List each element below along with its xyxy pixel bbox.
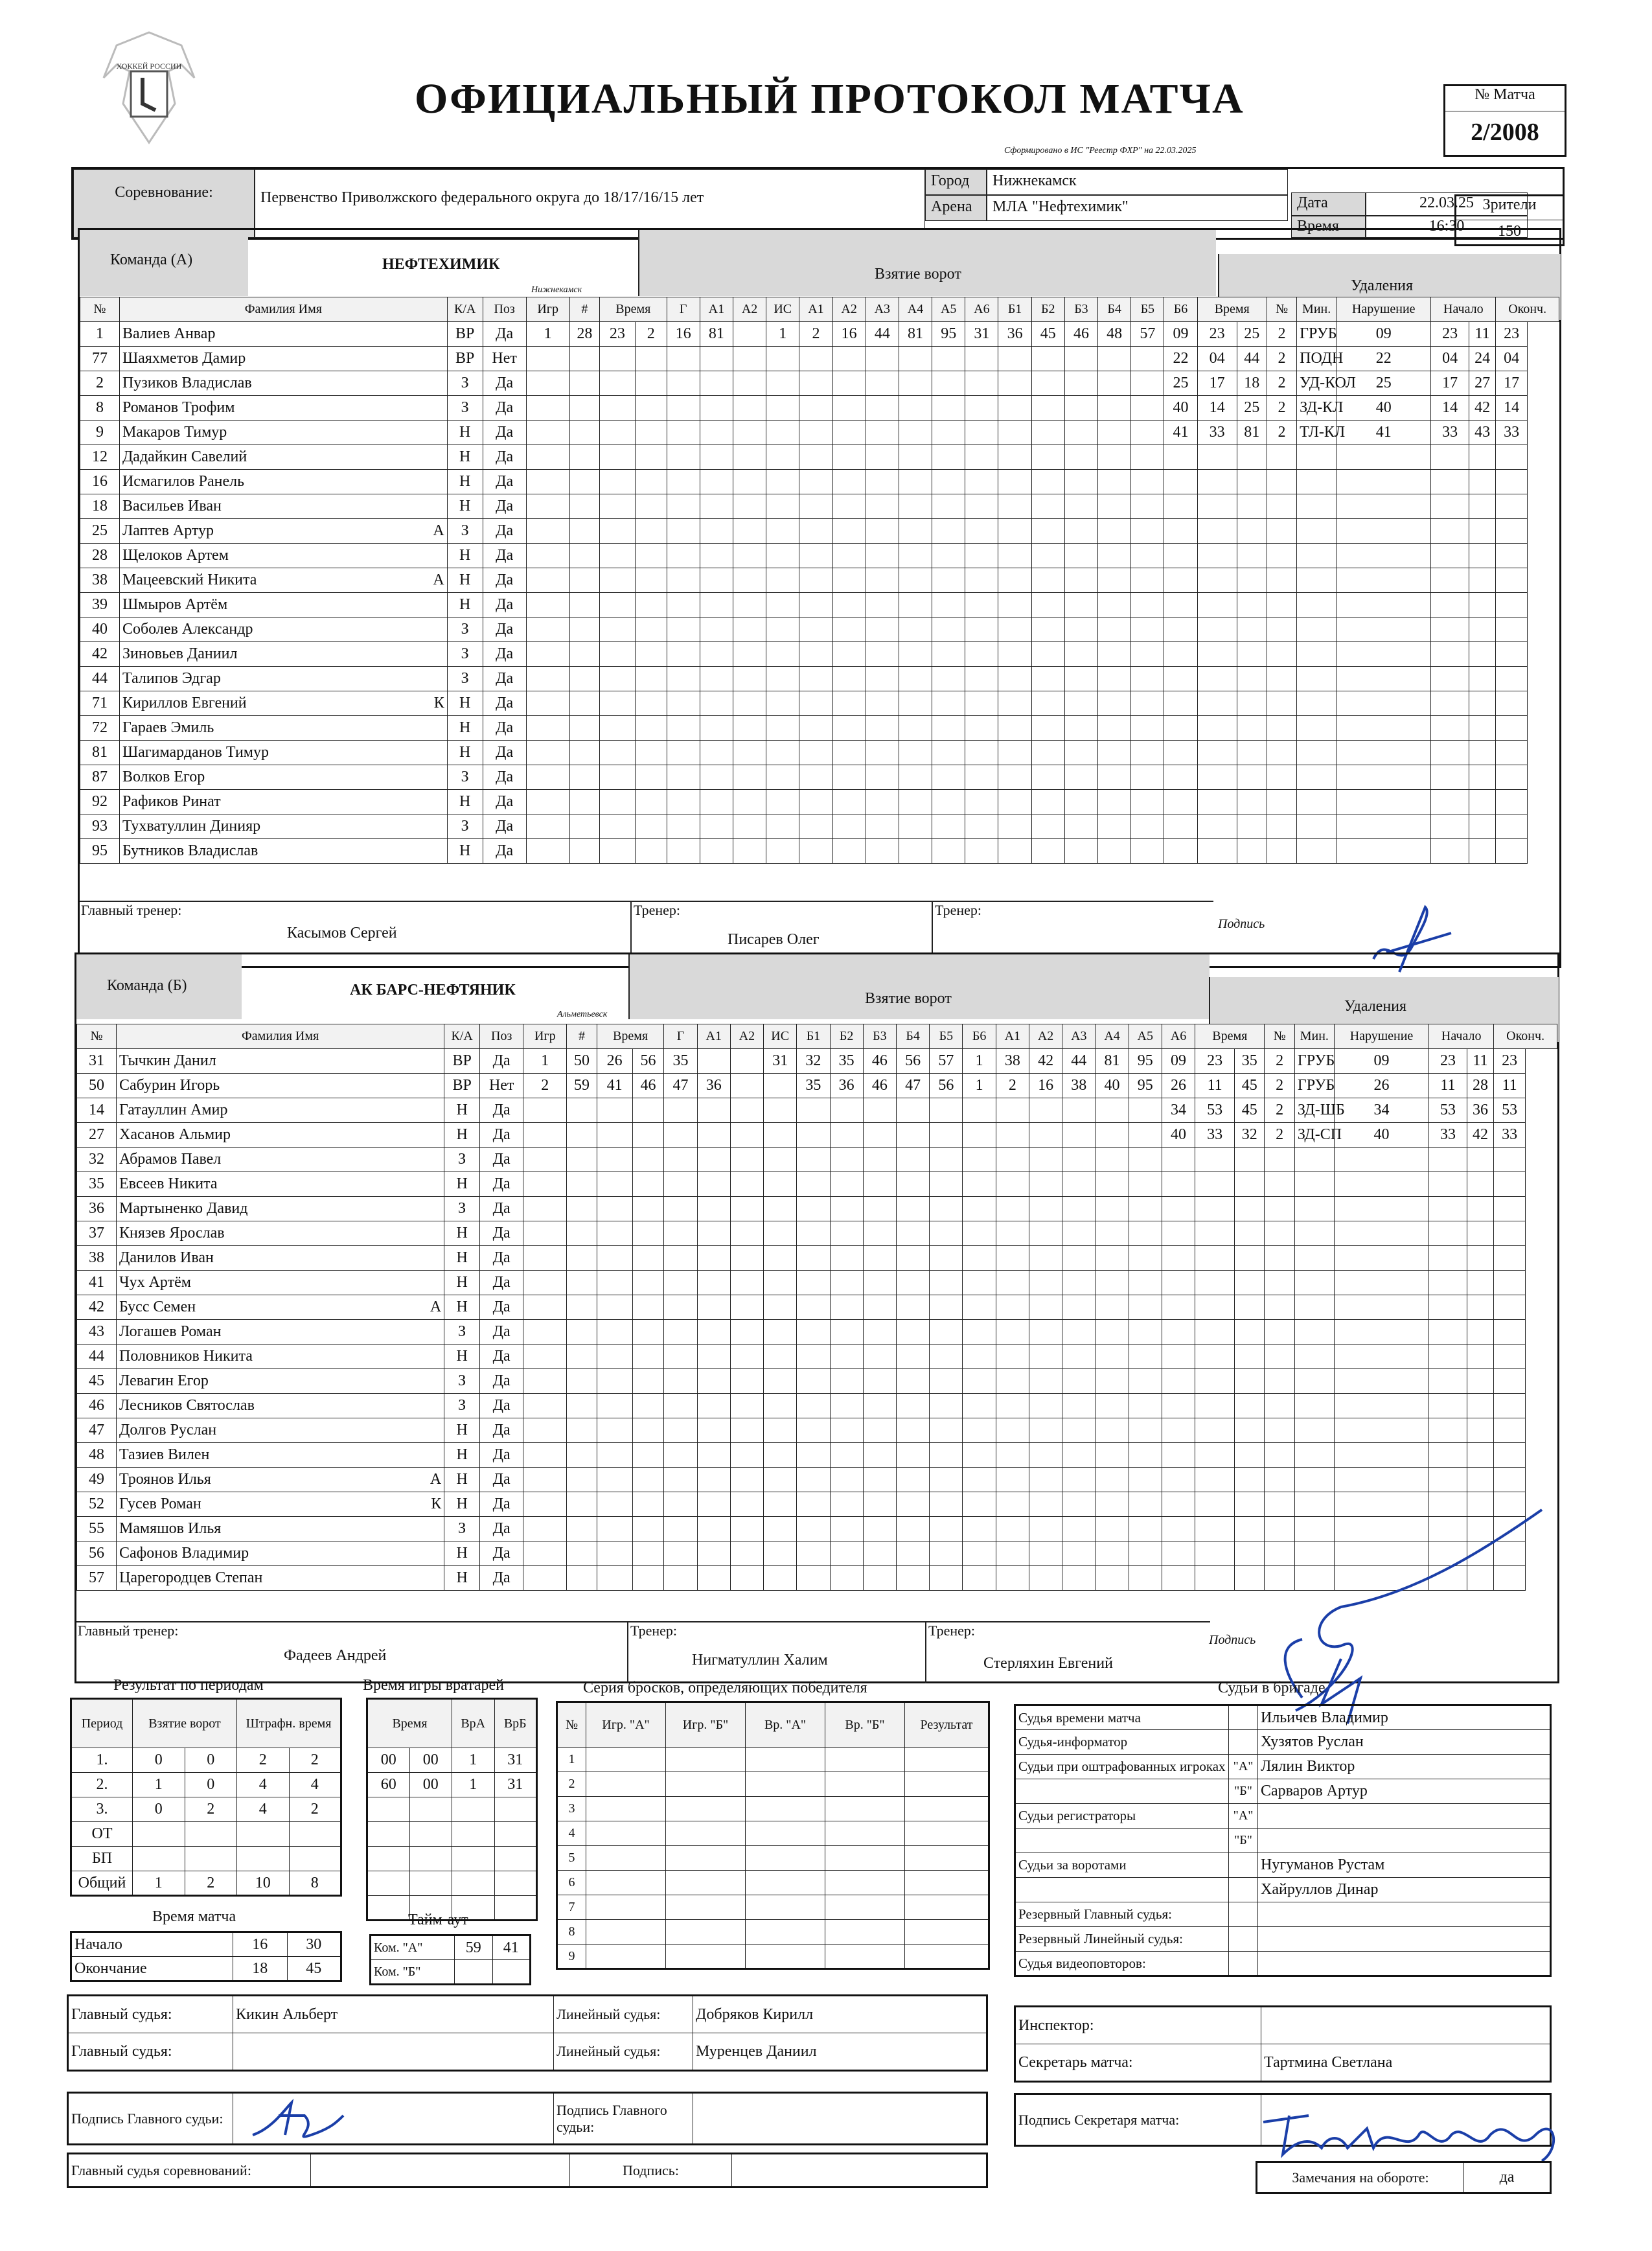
- player-name: Царегородцев Степан: [116, 1566, 444, 1591]
- secretary: Тартмина Светлана: [1261, 2044, 1551, 2082]
- player-name: Чух Артём: [116, 1271, 444, 1295]
- table-row: Общий 1 2 10 8: [71, 1871, 341, 1896]
- player-name: Бусс Семен А: [116, 1295, 444, 1320]
- table-row: 12 Дадайкин Савелий Н Да: [80, 445, 1559, 470]
- match-number: 2/2008: [1471, 119, 1539, 146]
- player-name: Мамяшов Илья: [116, 1517, 444, 1541]
- player-name: Половников Никита: [116, 1345, 444, 1369]
- table-row: 92 Рафиков Ринат Н Да: [80, 790, 1559, 814]
- table-row: 2 Пузиков Владислав З Да 25 17 18 2 УД-КОЛ 25 17 27 17: [80, 371, 1559, 396]
- team-a-head-coach: Касымов Сергей: [287, 925, 397, 941]
- brigade-table: [1014, 1704, 1552, 1977]
- table-header-row: № Фамилия Имя К/А Поз Игр # Время Г А1 А2 ИС Б1 Б2 Б3 Б4 Б5 Б6 А1 А2 А3 А4 А5 А6 Время № Мин. Нарушение Начало Оконч.: [77, 1024, 1557, 1049]
- player-name: Пузиков Владислав: [119, 371, 447, 396]
- chief-referee-table: Главный судья соревнований: Подпись:: [67, 2153, 988, 2188]
- player-name: Долгов Руслан: [116, 1418, 444, 1443]
- svg-text:ХОККЕЙ РОССИИ: ХОККЕЙ РОССИИ: [116, 62, 182, 71]
- team-a-table: [80, 297, 1559, 864]
- date: 22.03.25: [1366, 192, 1528, 216]
- table-row: 45 Левагин Егор З Да: [77, 1369, 1557, 1394]
- table-row: Резервный Главный судья:: [1015, 1902, 1551, 1927]
- team-b-coaches: Главный тренер: Фадеев Андрей Тренер: Нигматуллин Халим Тренер: Стерляхин Евгений: [76, 1621, 1210, 1683]
- table-row: 38 Данилов Иван Н Да: [77, 1246, 1557, 1271]
- player-name: Шаяхметов Дамир: [119, 347, 447, 371]
- player-name: Данилов Иван: [116, 1246, 444, 1271]
- player-name: Гараев Эмиль: [119, 716, 447, 741]
- player-name: Тазиев Вилен: [116, 1443, 444, 1468]
- table-row: 3. 0 2 4 2: [71, 1797, 341, 1822]
- player-name: Абрамов Павел: [116, 1148, 444, 1172]
- player-name: Логашев Роман: [116, 1320, 444, 1345]
- player-name: Зиновьев Даниил: [119, 642, 447, 667]
- spectators-box: Зрители 150: [1454, 194, 1565, 246]
- match-time-table: Начало 16 30 Окончание 18 45: [70, 1931, 342, 1982]
- table-row: 00 00 1 31: [367, 1748, 537, 1773]
- table-row: 81 Шагимарданов Тимур Н Да: [80, 741, 1559, 765]
- table-row: Судья времени матча Ильичев Владимир: [1015, 1705, 1551, 1730]
- table-row: 18 Васильев Иван Н Да: [80, 494, 1559, 519]
- linesman-1: Добряков Кирилл: [693, 1996, 987, 2033]
- periods-table: Период Взятие ворот Штрафн. время 1. 0 0 2 2 2. 1 0 4 4 3. 0 2 4 2 ОТ БП Общий 1 2 10 8: [70, 1698, 342, 1897]
- table-row: 36 Мартыненко Давид З Да: [77, 1197, 1557, 1221]
- player-name: Мацеевский Никита А: [119, 568, 447, 593]
- team-b-head-coach: Фадеев Андрей: [284, 1647, 387, 1664]
- competition: Первенство Приволжского федерального округа до 18/17/16/15 лет: [255, 169, 925, 238]
- table-row: 41 Чух Артём Н Да: [77, 1271, 1557, 1295]
- logo: [91, 26, 207, 149]
- table-row: "Б": [1015, 1829, 1551, 1853]
- arena: МЛА "Нефтехимик": [987, 195, 1288, 221]
- table-row: 42 Бусс Семен А Н Да: [77, 1295, 1557, 1320]
- table-row: 55 Мамяшов Илья З Да: [77, 1517, 1557, 1541]
- table-row: 39 Шмыров Артём Н Да: [80, 593, 1559, 618]
- team-a-coach: Писарев Олег: [728, 931, 820, 948]
- table-row: 42 Зиновьев Даниил З Да: [80, 642, 1559, 667]
- player-name: Талипов Эдгар: [119, 667, 447, 691]
- inspector: [1261, 2007, 1551, 2044]
- table-row: 43 Логашев Роман З Да: [77, 1320, 1557, 1345]
- info-row: Соревнование: Первенство Приволжского федерального округа до 18/17/16/15 лет Город Нижнекамск Арена МЛА "Нефтехимик" Дата 22.03.25 Время 16:30: [71, 167, 1565, 240]
- table-row: БП: [71, 1847, 341, 1871]
- timeout-table: Ком. "А" 59 41 Ком. "Б": [369, 1934, 531, 1985]
- table-row: 77 Шаяхметов Дамир ВР Нет 22 04 44 2 ПОДН 22 04 24 04: [80, 347, 1559, 371]
- table-row: 1 Валиев Анвар ВР Да 1 28 23 2 16 81 1 2 16 44 81 95 31 36 45 46 48 57 09 23 25 2 ГРУБ 09 23 11 23: [80, 322, 1559, 347]
- linesman-2: Муренцев Даниил: [693, 2033, 987, 2071]
- table-row: 2. 1 0 4 4: [71, 1773, 341, 1797]
- table-row: Резервный Линейный судья:: [1015, 1927, 1551, 1952]
- ref-signatures-table: Подпись Главного судьи: Подпись Главного судьи:: [67, 2092, 988, 2145]
- player-name: Хасанов Альмир: [116, 1123, 444, 1148]
- table-row: 3: [557, 1797, 989, 1821]
- player-name: Гатауллин Амир: [116, 1098, 444, 1123]
- table-row: 57 Царегородцев Степан Н Да: [77, 1566, 1557, 1591]
- player-name: Макаров Тимур: [119, 421, 447, 445]
- spectators: 150: [1498, 223, 1521, 240]
- table-row: 38 Мацеевский Никита А Н Да: [80, 568, 1559, 593]
- table-row: 87 Волков Егор З Да: [80, 765, 1559, 790]
- table-row: Судьи за воротами Нугуманов Рустам: [1015, 1853, 1551, 1878]
- player-name: Сафонов Владимир: [116, 1541, 444, 1566]
- table-row: 6: [557, 1871, 989, 1895]
- table-row: 1: [557, 1748, 989, 1772]
- table-row: Судьи при оштрафованных игроках "А" Лялин Виктор: [1015, 1755, 1551, 1779]
- match-number-box: № Матча 2/2008: [1443, 84, 1566, 157]
- player-name: Рафиков Ринат: [119, 790, 447, 814]
- table-row: 93 Тухватуллин Динияр З Да: [80, 814, 1559, 839]
- player-name: Троянов Илья А: [116, 1468, 444, 1492]
- player-name: Дадайкин Савелий: [119, 445, 447, 470]
- table-row: 44 Талипов Эдгар З Да: [80, 667, 1559, 691]
- player-name: Кириллов Евгений К: [119, 691, 447, 716]
- team-a-name: НЕФТЕХИМИК: [382, 256, 500, 273]
- secretary-sign-table: Подпись Секретаря матча:: [1014, 2093, 1552, 2147]
- table-row: 49 Троянов Илья А Н Да: [77, 1468, 1557, 1492]
- page-title: ОФИЦИАЛЬНЫЙ ПРОТОКОЛ МАТЧА: [415, 75, 1245, 122]
- table-row: 28 Щелоков Артем Н Да: [80, 544, 1559, 568]
- table-row: 14 Гатауллин Амир Н Да 34 53 45 2 ЗД-ШБ 34 53 36 53: [77, 1098, 1557, 1123]
- player-name: Левагин Егор: [116, 1369, 444, 1394]
- table-row: 5: [557, 1846, 989, 1871]
- shootout-table: № Игр. "А" Игр. "Б" Вр. "А" Вр. "Б" Результат 1 2 3 4 5 6 7 8 9: [556, 1701, 990, 1970]
- table-row: 25 Лаптев Артур А З Да: [80, 519, 1559, 544]
- secretary-signature: [1257, 2096, 1594, 2167]
- table-row: 60 00 1 31: [367, 1773, 537, 1797]
- table-row: 9 Макаров Тимур Н Да 41 33 81 2 ТЛ-КЛ 41 33 43 33: [80, 421, 1559, 445]
- table-row: 2: [557, 1772, 989, 1797]
- player-name: Васильев Иван: [119, 494, 447, 519]
- player-name: Лесников Святослав: [116, 1394, 444, 1418]
- table-row: 7: [557, 1895, 989, 1920]
- player-name: Шмыров Артём: [119, 593, 447, 618]
- player-name: Романов Трофим: [119, 396, 447, 421]
- table-row: 52 Гусев Роман К Н Да: [77, 1492, 1557, 1517]
- notes-table: Замечания на обороте: да: [1256, 2161, 1552, 2194]
- table-row: 1. 0 0 2 2: [71, 1748, 341, 1773]
- time: 16:30: [1366, 216, 1528, 238]
- team-b-name: АК БАРС-НЕФТЯНИК: [350, 982, 516, 999]
- inspector-table: Инспектор: Секретарь матча: Тартмина Светлана: [1014, 2005, 1552, 2083]
- table-row: 4: [557, 1821, 989, 1846]
- table-header-row: № Фамилия Имя К/А Поз Игр # Время Г А1 А2 ИС А1 А2 А3 А4 А5 А6 Б1 Б2 Б3 Б4 Б5 Б6 Время № Мин. Нарушение Начало Оконч.: [80, 297, 1559, 322]
- table-row: 31 Тычкин Данил ВР Да 1 50 26 56 35 31 32 35 46 56 57 1 38 42 44 81 95 09 23 35 2 ГРУБ 09 23 11 23: [77, 1049, 1557, 1074]
- table-row: Судьи регистраторы "А": [1015, 1804, 1551, 1829]
- player-name: Щелоков Артем: [119, 544, 447, 568]
- player-name: Валиев Анвар: [119, 322, 447, 347]
- player-name: Князев Ярослав: [116, 1221, 444, 1246]
- table-row: 48 Тазиев Вилен Н Да: [77, 1443, 1557, 1468]
- table-row: 35 Евсеев Никита Н Да: [77, 1172, 1557, 1197]
- player-name: Исмагилов Ранель: [119, 470, 447, 494]
- table-row: 47 Долгов Руслан Н Да: [77, 1418, 1557, 1443]
- player-name: Шагимарданов Тимур: [119, 741, 447, 765]
- table-row: Судья-информатор Хузятов Руслан: [1015, 1730, 1551, 1755]
- formed-note: Сформировано в ИС "Реестр ФХР" на 22.03.2025: [1004, 146, 1197, 156]
- table-row: 56 Сафонов Владимир Н Да: [77, 1541, 1557, 1566]
- table-row: 72 Гараев Эмиль Н Да: [80, 716, 1559, 741]
- table-row: 71 Кириллов Евгений К Н Да: [80, 691, 1559, 716]
- team-b-coach: Нигматуллин Халим: [692, 1652, 828, 1668]
- player-name: Бутников Владислав: [119, 839, 447, 864]
- player-name: Волков Егор: [119, 765, 447, 790]
- player-name: Тычкин Данил: [116, 1049, 444, 1074]
- team-b-coach-2: Стерляхин Евгений: [983, 1655, 1113, 1672]
- table-row: 8: [557, 1920, 989, 1945]
- player-name: Гусев Роман К: [116, 1492, 444, 1517]
- table-row: 44 Половников Никита Н Да: [77, 1345, 1557, 1369]
- head-ref-2: [233, 2033, 554, 2071]
- table-row: Хайруллов Динар: [1015, 1878, 1551, 1902]
- table-row: 8 Романов Трофим З Да 40 14 25 2 ЗД-КЛ 40 14 42 14: [80, 396, 1559, 421]
- team-a-coaches: Главный тренер: Касымов Сергей Тренер: Писарев Олег Тренер:: [80, 901, 1213, 967]
- player-name: Мартыненко Давид: [116, 1197, 444, 1221]
- table-row: 50 Сабурин Игорь ВР Нет 2 59 41 46 47 36 35 36 46 47 56 1 2 16 38 40 95 26 11 45 2 ГРУБ 26 11 28 11: [77, 1074, 1557, 1098]
- player-name: Тухватуллин Динияр: [119, 814, 447, 839]
- player-name: Соболев Александр: [119, 618, 447, 642]
- table-row: 27 Хасанов Альмир Н Да 40 33 32 2 ЗД-СП 40 33 42 33: [77, 1123, 1557, 1148]
- table-row: 37 Князев Ярослав Н Да: [77, 1221, 1557, 1246]
- goalies-table: Время ВрА ВрБ 00 00 1 31 60 00 1 31: [366, 1698, 538, 1921]
- player-name: Евсеев Никита: [116, 1172, 444, 1197]
- table-row: Судья видеоповторов:: [1015, 1952, 1551, 1976]
- table-row: 46 Лесников Святослав З Да: [77, 1394, 1557, 1418]
- player-name: Лаптев Артур А: [119, 519, 447, 544]
- city: Нижнекамск: [987, 169, 1288, 195]
- table-row: 16 Исмагилов Ранель Н Да: [80, 470, 1559, 494]
- table-row: "Б" Сарваров Артур: [1015, 1779, 1551, 1804]
- table-row: 40 Соболев Александр З Да: [80, 618, 1559, 642]
- head-ref-signature: [246, 2090, 350, 2148]
- table-row: ОТ: [71, 1822, 341, 1847]
- player-name: Сабурин Игорь: [116, 1074, 444, 1098]
- head-ref-1: Кикин Альберт: [233, 1996, 554, 2033]
- table-row: 32 Абрамов Павел З Да: [77, 1148, 1557, 1172]
- table-row: 9: [557, 1945, 989, 1969]
- referees-table: Главный судья: Кикин Альберт Линейный судья: Добряков Кирилл Главный судья: Линейный судья: Муренцев Даниил: [67, 1994, 988, 2072]
- notes-value: да: [1464, 2162, 1551, 2193]
- table-row: 95 Бутников Владислав Н Да: [80, 839, 1559, 864]
